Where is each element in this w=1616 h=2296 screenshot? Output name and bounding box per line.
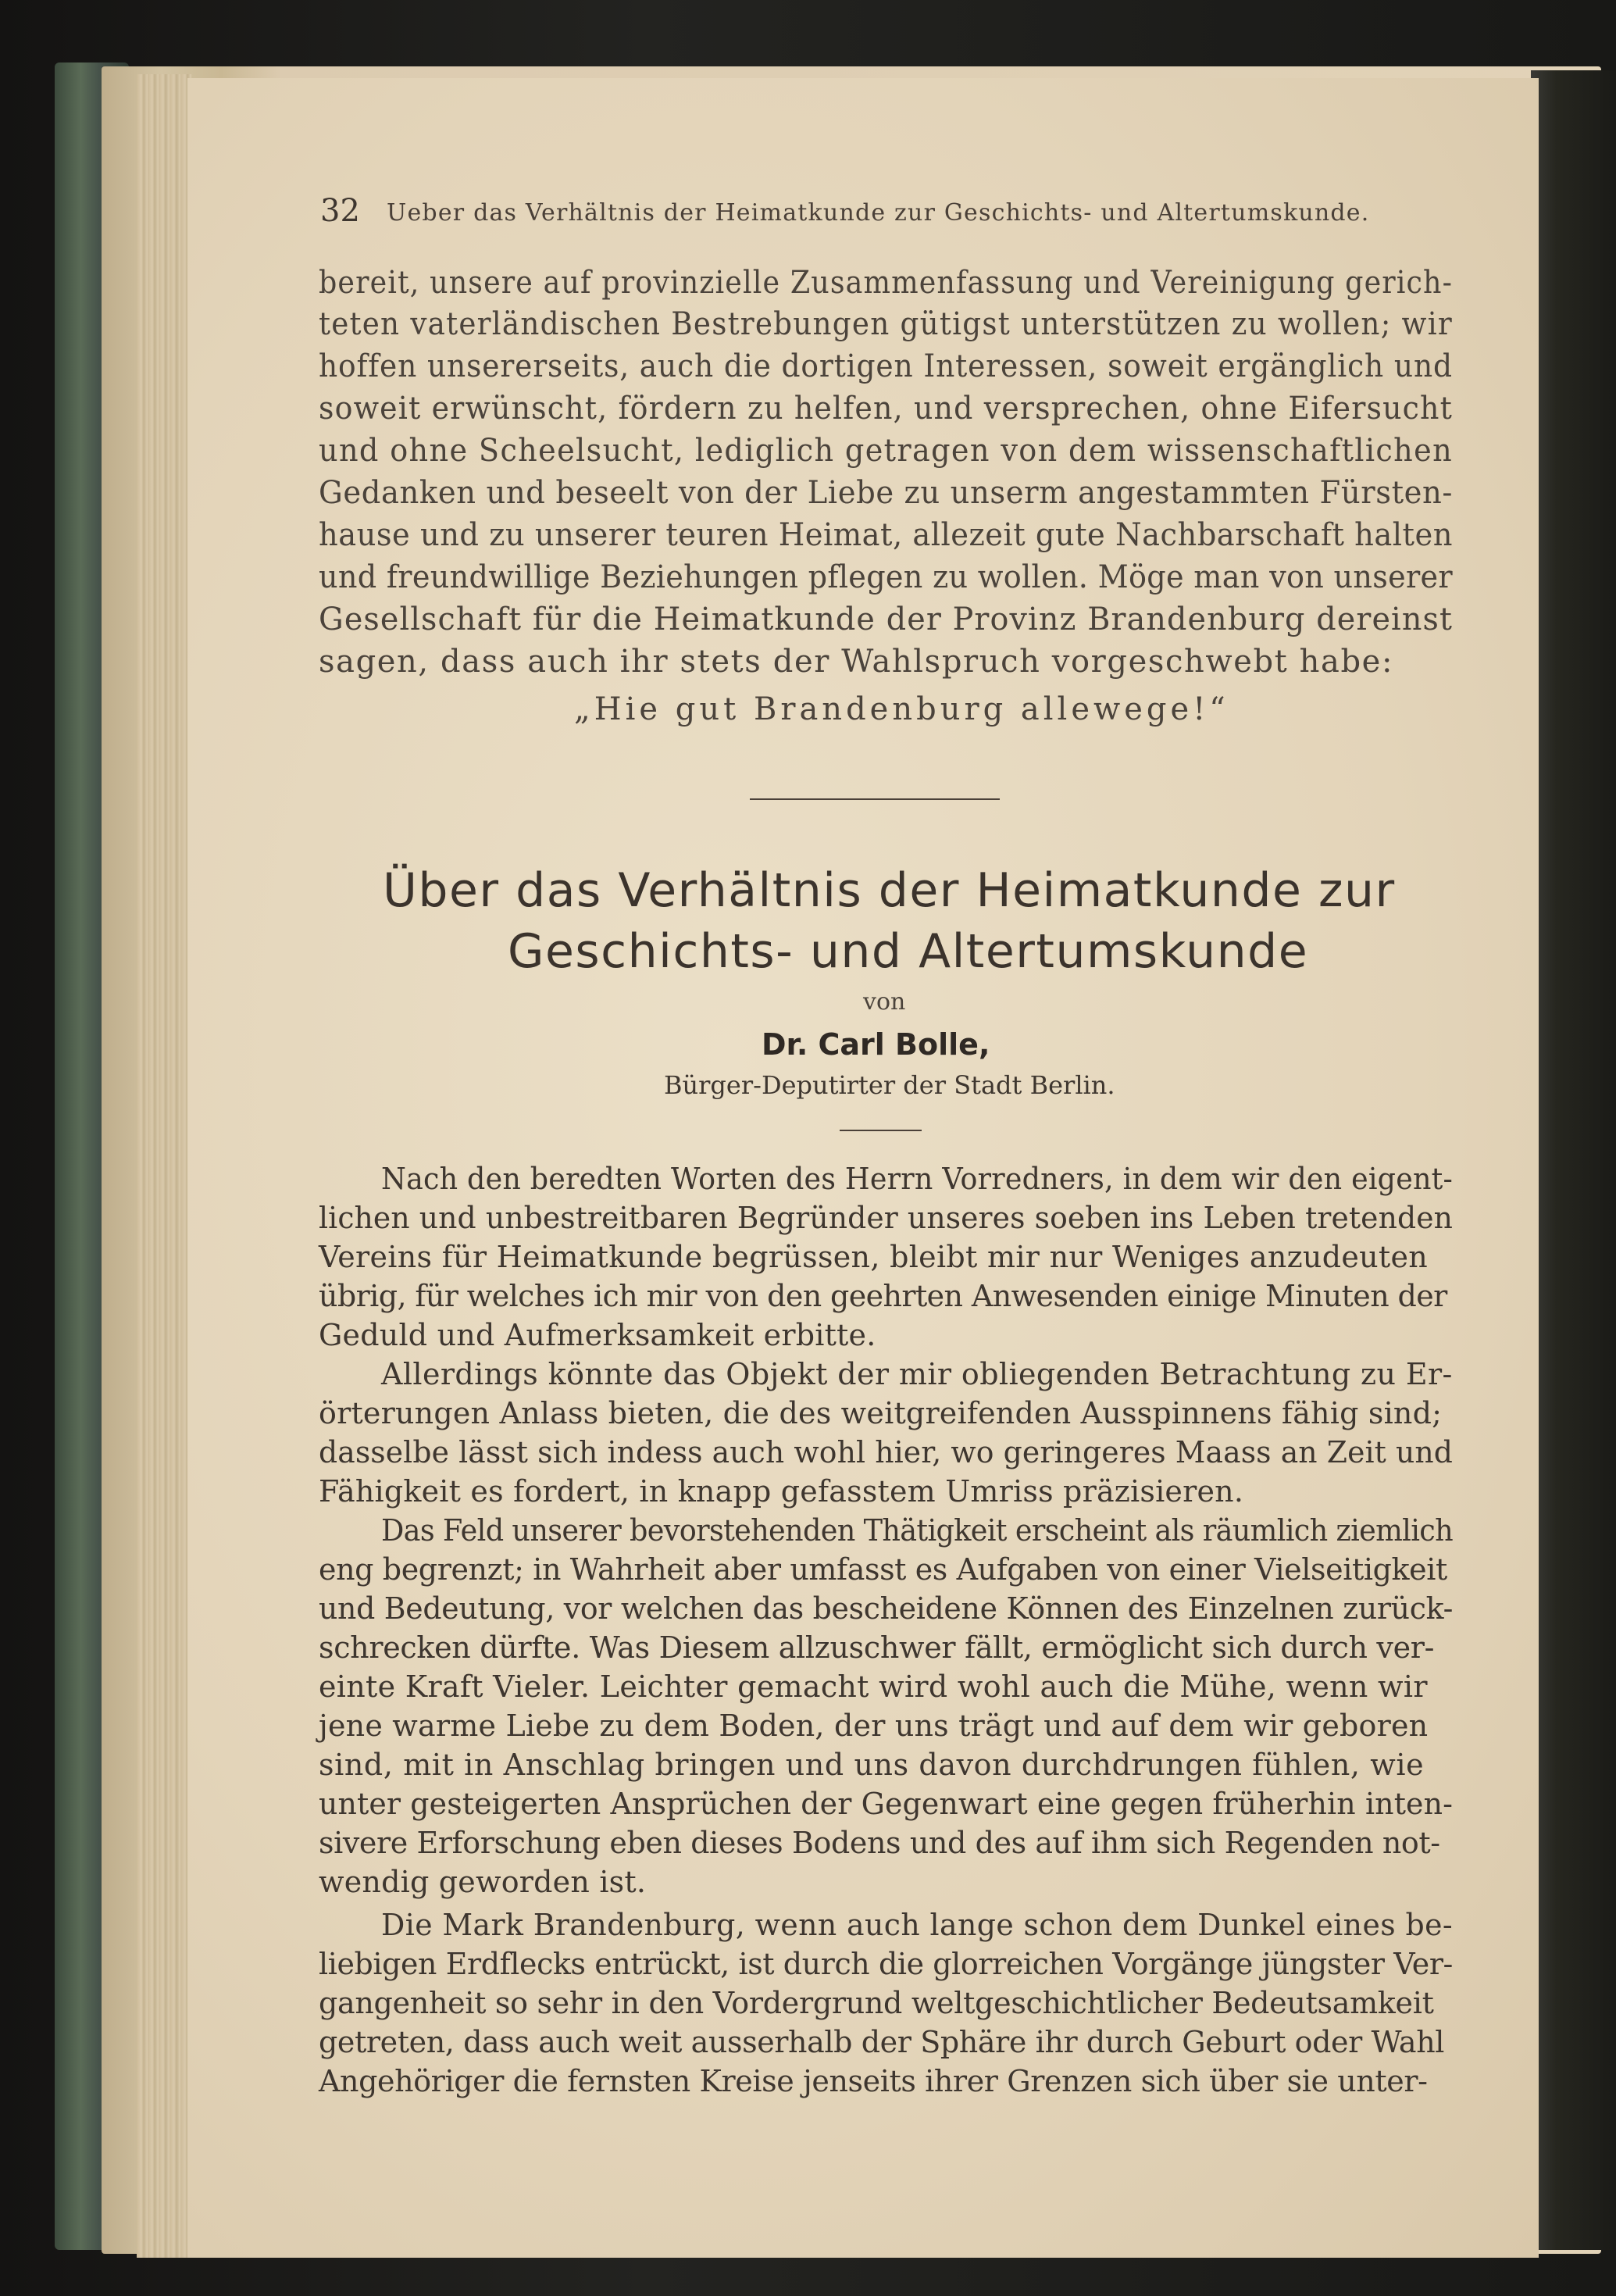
text-line: sivere Erforschung eben dieses Bodens und des auf ihm sich Regenden not- [319, 1826, 1440, 1860]
text-line: übrig, für welches ich mir von den geehrten Anwesenden einige Minuten der [319, 1279, 1447, 1313]
text-line: einte Kraft Vieler. Leichter gemacht wird wohl auch die Mühe, wenn wir [319, 1669, 1428, 1704]
text-line: und ohne Scheelsucht, lediglich getragen von dem wissenschaftlichen [319, 433, 1454, 469]
text-line: wendig geworden ist. [319, 1865, 647, 1899]
text-line: Das Feld unserer bevorstehenden Thätigkeit erscheint als räumlich ziemlich [381, 1513, 1454, 1548]
text-line: soweit erwünscht, fördern zu helfen, und versprechen, ohne Eifersucht [319, 391, 1453, 427]
text-line: Die Mark Brandenburg, wenn auch lange schon dem Dunkel eines be- [381, 1908, 1454, 1942]
book-edge-right [1531, 70, 1616, 2250]
text-line: liebigen Erdflecks entrückt, ist durch die glorreichen Vorgänge jüngster Ver- [319, 1947, 1453, 1981]
text-line: sind, mit in Anschlag bringen und uns davon durchdrungen fühlen, wie [319, 1748, 1425, 1782]
text-line: und Bedeutung, vor welchen das bescheidene Können des Einzelnen zurück- [319, 1591, 1454, 1626]
title-divider [840, 1130, 922, 1131]
text-line: schrecken dürfte. Was Diesem allzuschwer fällt, ermöglicht sich durch ver- [319, 1630, 1435, 1665]
text-line: Fähigkeit es fordert, in knapp gefasstem Umriss präzisieren. [319, 1474, 1244, 1509]
page-edges [137, 74, 191, 2258]
running-title: Ueber das Verhältnis der Heimatkunde zur Geschichts- und Altertumskunde. [387, 199, 1370, 227]
article-title-line2: Geschichts- und Altertumskunde [508, 924, 1309, 979]
text-line: Gesellschaft für die Heimatkunde der Provinz Brandenburg dereinst [319, 602, 1454, 637]
motto: „Hie gut Brandenburg allewege!“ [574, 691, 1229, 727]
text-line: Nach den beredten Worten des Herrn Vorredners, in dem wir den eigent- [381, 1162, 1453, 1196]
text-line: Allerdings könnte das Objekt der mir obliegenden Betrachtung zu Er- [381, 1357, 1453, 1391]
text-line: jene warme Liebe zu dem Boden, der uns trägt und auf dem wir geboren [319, 1709, 1429, 1743]
text-line: Geduld und Aufmerksamkeit erbitte. [319, 1318, 876, 1352]
text-line: Vereins für Heimatkunde begrüssen, bleibt mir nur Weniges anzudeuten [319, 1240, 1429, 1274]
text-line: sagen, dass auch ihr stets der Wahlspruch vorgeschwebt habe: [319, 644, 1394, 680]
text-line: eng begrenzt; in Wahrheit aber umfasst es Aufgaben von einer Vielseitigkeit [319, 1552, 1447, 1587]
text-line: bereit, unsere auf provinzielle Zusammenfassung und Vereinigung gerich- [319, 265, 1454, 301]
text-line: hause und zu unserer teuren Heimat, allezeit gute Nachbarschaft halten [319, 517, 1453, 553]
text-line: unter gesteigerten Ansprüchen der Gegenwart eine gegen früherhin inten- [319, 1787, 1454, 1821]
text-line: Gedanken und beseelt von der Liebe zu unserm angestammten Fürsten- [319, 475, 1454, 511]
author-name: Dr. Carl Bolle, [762, 1027, 990, 1062]
author-affiliation: Bürger-Deputirter der Stadt Berlin. [664, 1070, 1115, 1100]
text-line: dasselbe lässt sich indess auch wohl hier, wo geringeres Maass an Zeit und [319, 1435, 1454, 1469]
text-line: lichen und unbestreitbaren Begründer unseres soeben ins Leben tretenden [319, 1201, 1453, 1235]
text-line: und freundwillige Beziehungen pflegen zu wollen. Möge man von unserer [319, 559, 1453, 595]
article-title-line1: Über das Verhältnis der Heimatkunde zur [383, 863, 1396, 918]
text-line: Angehöriger die fernsten Kreise jenseits ihrer Grenzen sich über sie unter- [319, 2064, 1428, 2098]
text-line: teten vaterländischen Bestrebungen gütigst unterstützen zu wollen; wir [319, 306, 1453, 342]
text-line: hoffen unsererseits, auch die dortigen Interessen, soweit ergänglich und [319, 348, 1453, 384]
section-divider [750, 798, 1000, 800]
text-line: gangenheit so sehr in den Vordergrund weltgeschichtlicher Bedeutsamkeit [319, 1986, 1434, 2020]
text-line: örterungen Anlass bieten, die des weitgreifenden Ausspinnens fähig sind; [319, 1396, 1443, 1430]
byline-von: von [863, 988, 906, 1016]
text-line: getreten, dass auch weit ausserhalb der Sphäre ihr durch Geburt oder Wahl [319, 2025, 1445, 2059]
page-number: 32 [320, 193, 360, 229]
